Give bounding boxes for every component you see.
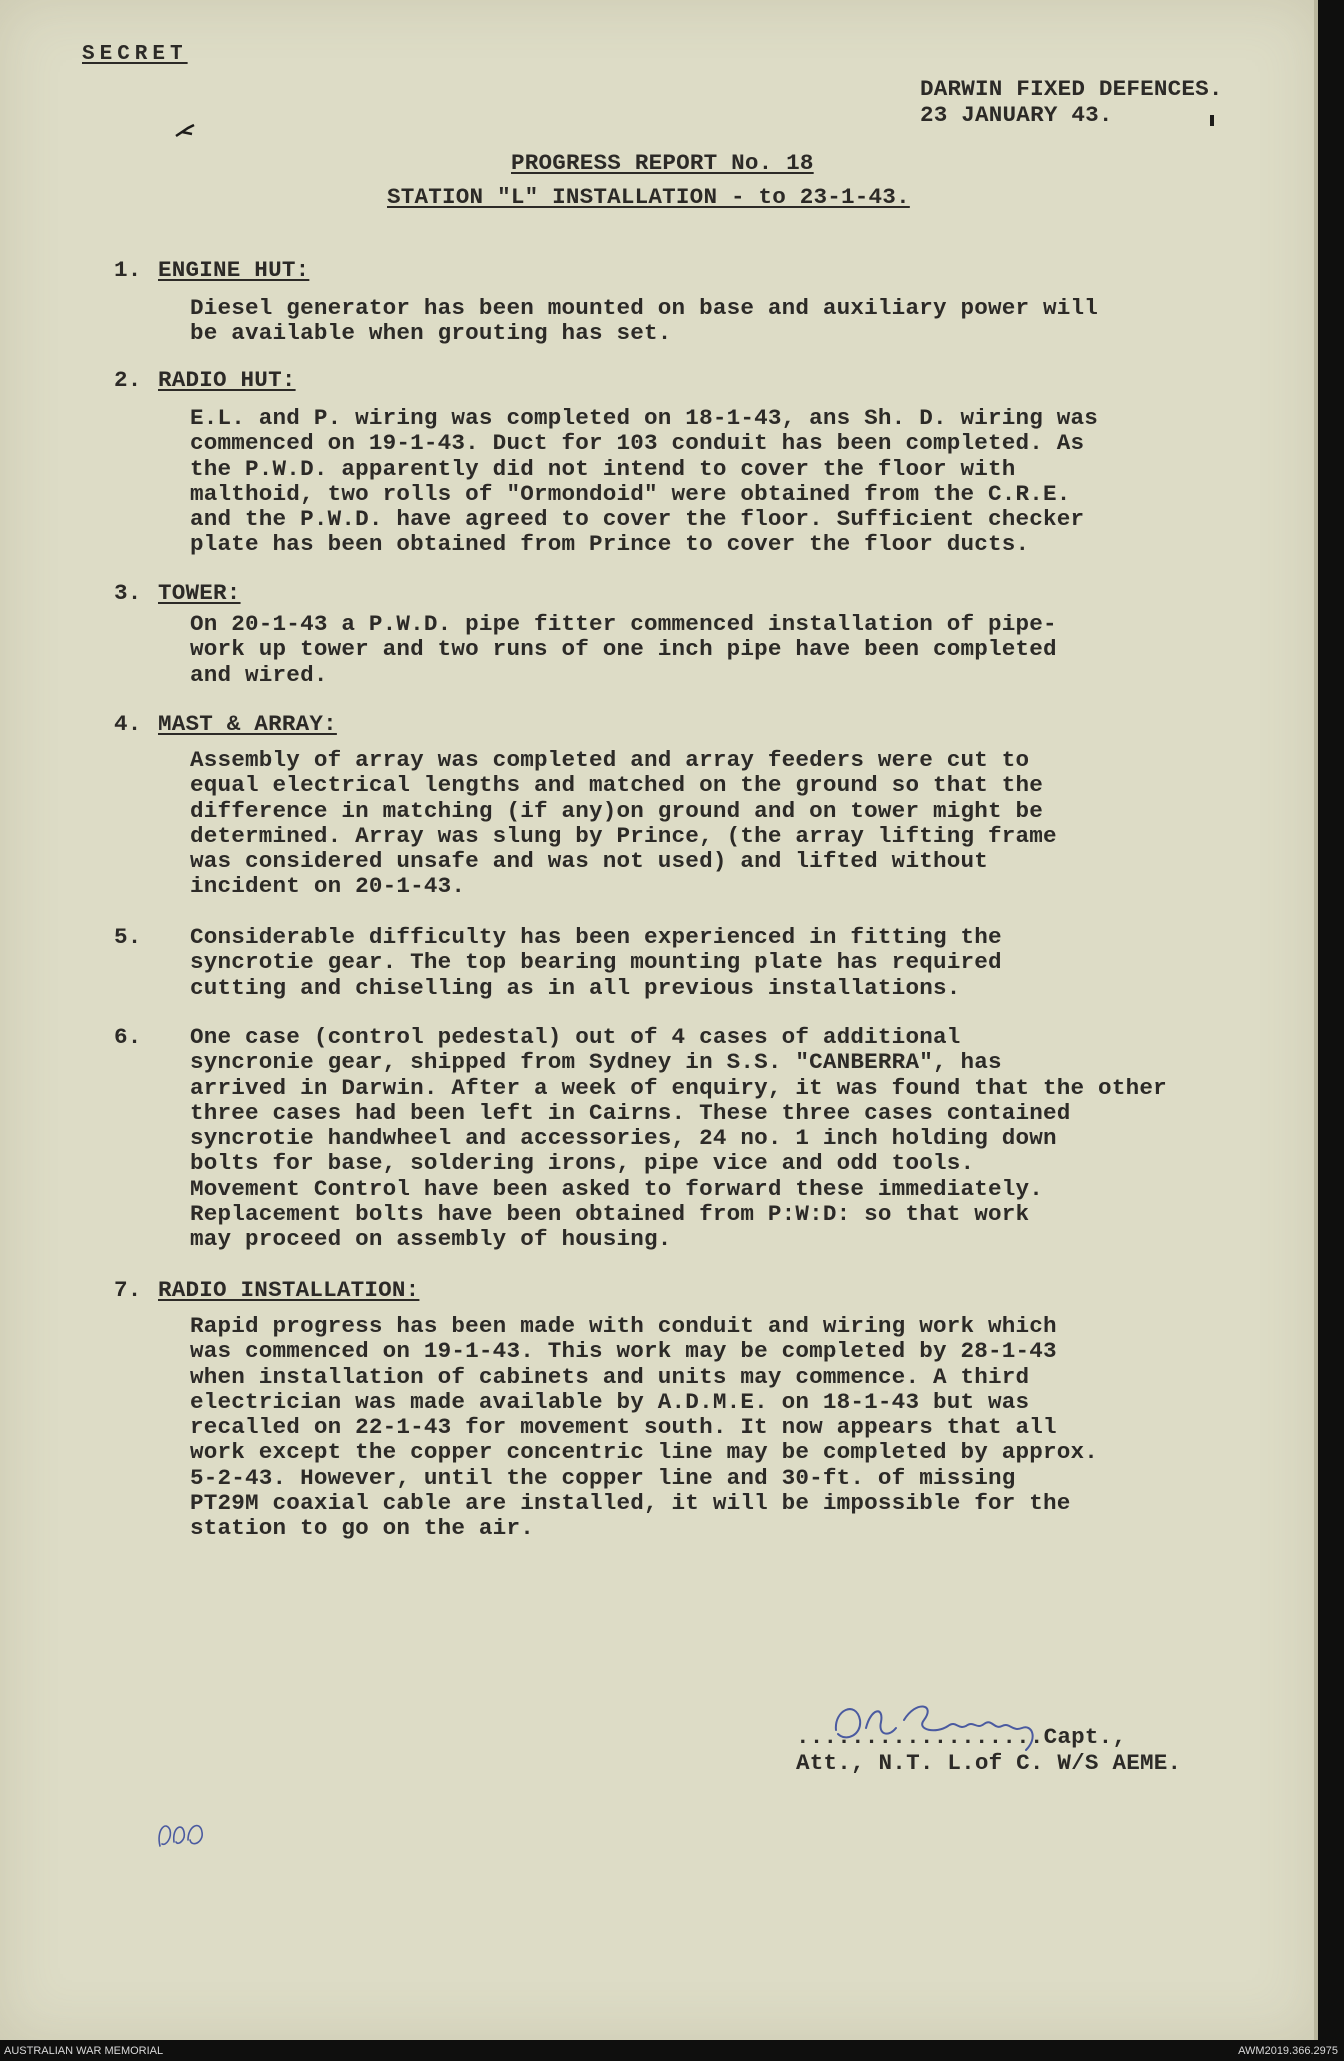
section-heading: RADIO INSTALLATION: [158,1277,420,1303]
section-heading: RADIO HUT: [158,367,296,393]
handwritten-initials [152,1810,212,1854]
report-title: PROGRESS REPORT No. 18 [511,150,814,176]
section-body: E.L. and P. wiring was completed on 18-1-43, ans Sh. D. wiring was commenced on 19-1-43. Duct for 103 conduit has been completed. As the P.W.D. apparently did not intend to cover the floor with malthoid, two rolls of "Ormondoid" were obtained from the C.R.E. and the P.W.D. have agreed to cover the floor. Sufficient checker plate has been obtained from Prince to cover the floor ducts. [190,405,1099,558]
accession-number: AWM2019.366.2975 [1238,2045,1338,2057]
classification-mark: SECRET [82,43,188,66]
section-heading: ENGINE HUT: [158,257,310,283]
section-body: Considerable difficulty has been experienced in fitting the syncrotie gear. The top bearing mounting plate has required cutting and chiselling as in all previous installations. [190,924,1002,1001]
report-subtitle: STATION "L" INSTALLATION - to 23-1-43. [387,184,910,210]
section-number: 5. [114,924,142,950]
signature-block [796,1724,1181,1776]
signature-line: ..................Capt., [796,1724,1127,1750]
section-body: Diesel generator has been mounted on base and auxiliary power will be available when grouting has set. [190,295,1099,347]
report-date: 23 JANUARY 43. [920,102,1113,128]
section-number: 3. [114,580,142,606]
pen-mark-icon [174,122,198,140]
header-block [920,76,1223,128]
section-heading: MAST & ARRAY: [158,711,337,737]
section-heading: TOWER: [158,580,241,606]
archive-footer [0,2040,1344,2061]
section-number: 6. [114,1024,142,1050]
archive-name: AUSTRALIAN WAR MEMORIAL [4,2045,164,2057]
section-number: 2. [114,367,142,393]
section-body: Assembly of array was completed and array feeders were cut to equal electrical lengths and matched on the ground so that the difference in matching (if any)on ground and on tower might be determined. Array was slung by Prince, (the array lifting frame was considered unsafe and was not used) and lifted without incident on 20-1-43. [190,747,1057,900]
section-number: 1. [114,257,142,283]
section-body: One case (control pedestal) out of 4 cases of additional syncronie gear, shipped from Sydney in S.S. "CANBERRA", has arrived in Darwin. After a week of enquiry, it was found that the other three cases had been left in Cairns. These three cases contained syncrotie handwheel and accessories, 24 no. 1 inch holding down bolts for base, soldering irons, pipe vice and odd tools. Movement Control have been asked to forward these immediately. Replacement bolts have been obtained from P:W:D: so that work may proceed on assembly of housing. [190,1024,1167,1253]
section-number: 4. [114,711,142,737]
page-edge [1314,0,1318,2040]
section-body: Rapid progress has been made with conduit and wiring work which was commenced on 19-1-43. This work may be completed by 28-1-43 when installation of cabinets and units may commence. A third electrician was made available by A.D.M.E. on 18-1-43 but was recalled on 22-1-43 for movement south. It now appears that all work except the copper concentric line may be completed by approx. 5-2-43. However, until the copper line and 30-ft. of missing PT29M coaxial cable are installed, it will be impossible for the station to go on the air. [190,1313,1099,1542]
organisation-name: DARWIN FIXED DEFENCES. [920,76,1223,102]
section-number: 7. [114,1277,142,1303]
section-body: On 20-1-43 a P.W.D. pipe fitter commenced installation of pipe- work up tower and two runs of one inch pipe have been completed and wired. [190,611,1057,688]
signatory-unit: Att., N.T. L.of C. W/S AEME. [796,1750,1182,1776]
